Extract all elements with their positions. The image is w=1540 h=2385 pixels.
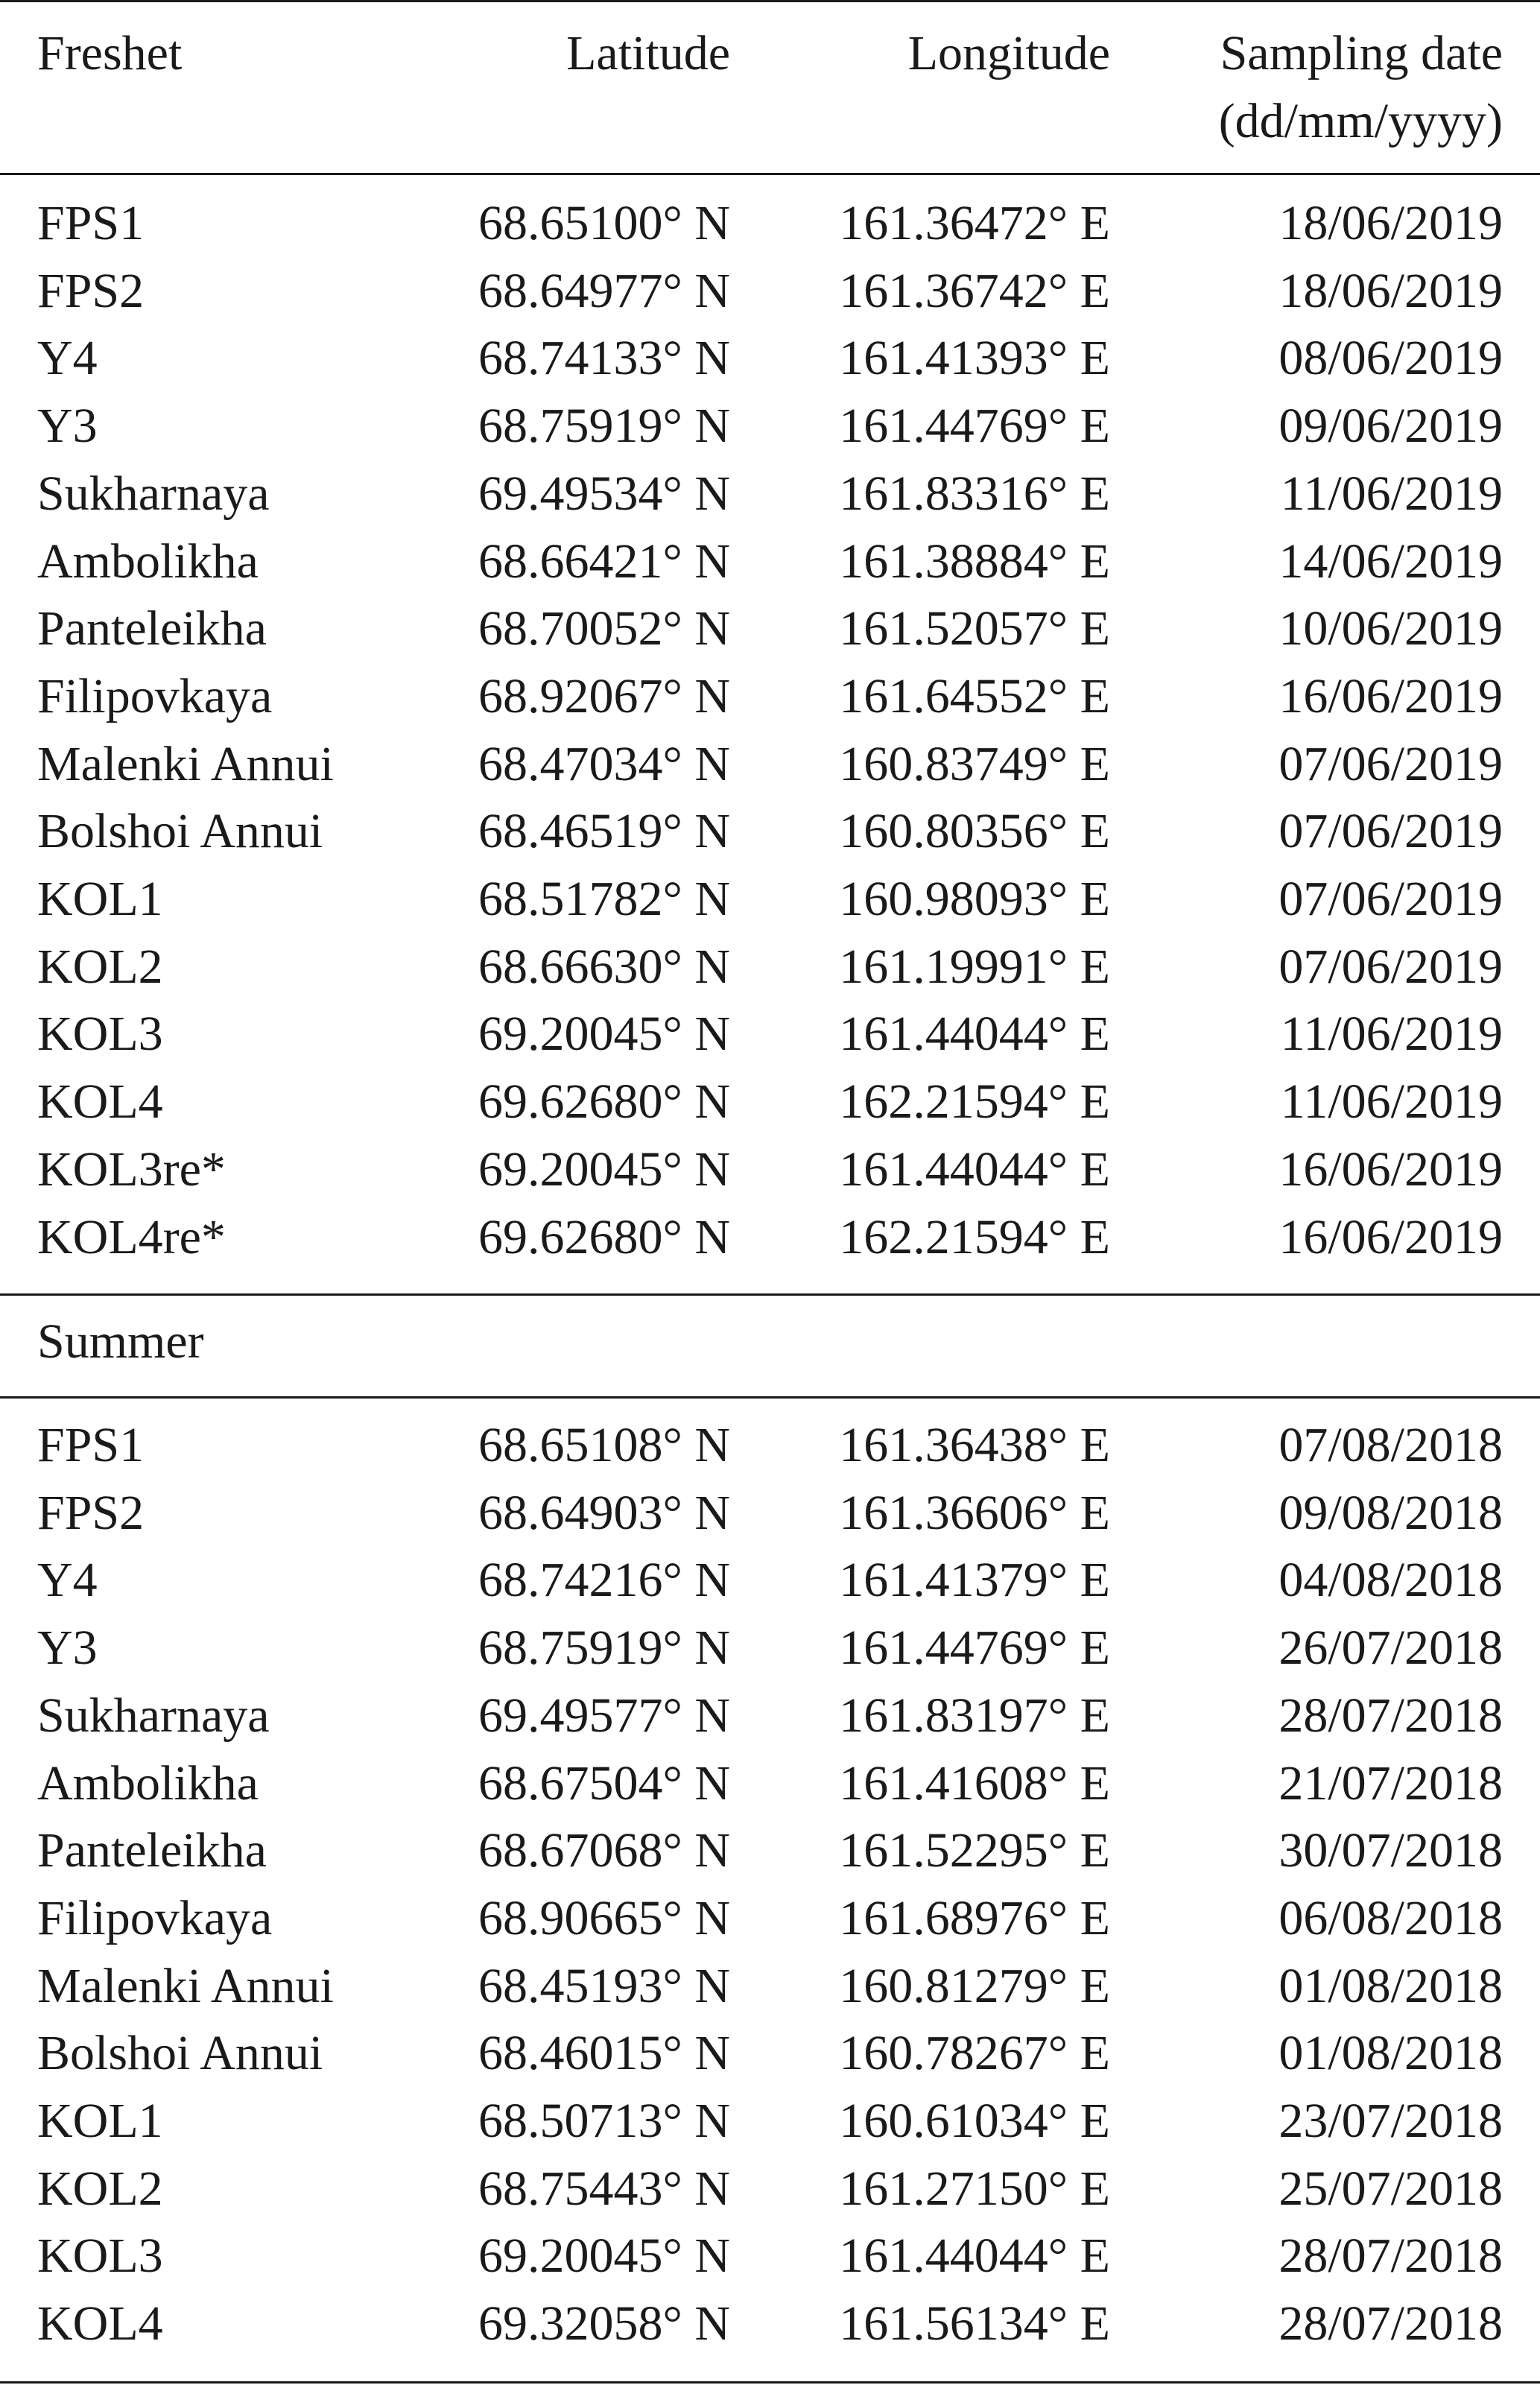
sampling-date-cell: 16/06/2019 [1278,668,1503,723]
sampling-date-cell: 21/07/2018 [1278,1755,1503,1811]
table-row [0,392,1540,460]
sampling-date-cell: 08/06/2019 [1278,331,1503,386]
site-name: Sukharnaya [37,466,270,521]
latitude-cell: 68.46519° N [478,804,730,859]
longitude-cell: 161.44044° E [839,1141,1110,1197]
sampling-date-cell: 11/06/2019 [1280,1007,1503,1062]
longitude-cell: 161.68976° E [839,1890,1110,1945]
latitude-cell: 68.50713° N [478,2094,730,2148]
longitude-cell: 160.98093° E [839,872,1110,926]
table-row [0,1136,1540,1203]
table-row [0,1479,1540,1547]
latitude-cell: 68.74216° N [478,1553,730,1608]
latitude-cell: 69.49577° N [478,1688,730,1743]
longitude-cell: 162.21594° E [839,1074,1110,1130]
latitude-cell: 68.65108° N [478,1418,730,1472]
table-row [0,2290,1540,2357]
table-row [0,2155,1540,2223]
table-row [0,1068,1540,1136]
header-sampling-date-line2: (dd/mm/yyyy) [1218,94,1503,148]
sampling-date-cell: 28/07/2018 [1278,2229,1503,2284]
site-name: Ambolikha [37,533,259,589]
header-latitude: Latitude [566,26,730,80]
site-name: KOL3 [37,1007,163,1062]
site-name: FPS1 [37,196,145,250]
latitude-cell: 68.75443° N [478,2161,730,2216]
sampling-date-cell: 09/08/2018 [1278,1485,1503,1540]
longitude-cell: 161.41379° E [839,1553,1110,1608]
latitude-cell: 68.47034° N [478,736,730,791]
site-name: Malenki Annui [37,736,334,791]
longitude-cell: 161.52295° E [839,1823,1110,1878]
site-name: KOL3 [37,2229,163,2284]
site-name: KOL4 [37,2296,163,2351]
site-name: Y4 [37,1553,98,1608]
latitude-cell: 68.70052° N [478,601,730,656]
longitude-cell: 161.38884° E [839,533,1110,589]
latitude-cell: 68.64977° N [478,263,730,318]
sampling-date-cell: 28/07/2018 [1278,2296,1503,2351]
sampling-date-cell: 18/06/2019 [1278,263,1503,318]
site-name: Bolshoi Annui [37,2026,323,2081]
longitude-cell: 161.56134° E [839,2296,1110,2351]
longitude-cell: 160.81279° E [839,1958,1110,2013]
table-row [0,662,1540,730]
header-sampling-date [1110,19,1503,155]
site-name: Filipovkaya [37,1890,273,1945]
sampling-date-cell: 07/06/2019 [1278,804,1503,859]
longitude-cell: 161.64552° E [839,668,1110,723]
table-row [0,324,1540,392]
sampling-date-cell: 30/07/2018 [1278,1823,1503,1878]
latitude-cell: 68.65100° N [478,196,730,250]
table-row [0,1884,1540,1952]
site-name: Panteleikha [37,1823,267,1878]
table-row [0,2222,1540,2290]
summer-label-rule [0,1396,1540,1399]
latitude-cell: 68.64903° N [478,1485,730,1540]
table-row [0,460,1540,528]
site-name: Malenki Annui [37,1958,334,2013]
latitude-cell: 68.75919° N [478,1621,730,1676]
sampling-date-cell: 18/06/2019 [1278,196,1503,250]
table-row [0,1203,1540,1271]
sampling-date-cell: 01/08/2018 [1278,2026,1503,2081]
site-name: Panteleikha [37,601,267,656]
longitude-cell: 161.41608° E [839,1755,1110,1811]
sampling-date-cell: 11/06/2019 [1280,466,1503,521]
table-row [0,933,1540,1001]
site-name: FPS2 [37,263,145,318]
sampling-date-cell: 01/08/2018 [1278,1958,1503,2013]
longitude-cell: 161.36606° E [839,1485,1110,1540]
site-name: FPS2 [37,1485,145,1540]
latitude-cell: 69.49534° N [478,466,730,521]
site-name: KOL2 [37,2161,163,2216]
latitude-cell: 68.51782° N [478,872,730,926]
latitude-cell: 68.46015° N [478,2026,730,2081]
header-rule [0,173,1540,175]
table-row [0,1749,1540,1817]
latitude-cell: 68.90665° N [478,1890,730,1945]
latitude-cell: 68.74133° N [478,331,730,386]
latitude-cell: 68.66630° N [478,939,730,994]
latitude-cell: 69.62680° N [478,1209,730,1264]
table-row [0,1411,1540,1479]
site-name: KOL3re* [37,1141,226,1197]
site-name: Y3 [37,399,98,454]
sampling-date-cell: 26/07/2018 [1278,1621,1503,1676]
longitude-cell: 161.36438° E [839,1418,1110,1472]
longitude-cell: 161.83316° E [839,466,1110,521]
freshet-end-rule [0,1293,1540,1296]
site-name: KOL4re* [37,1209,226,1264]
longitude-cell: 161.83197° E [839,1688,1110,1743]
longitude-cell: 161.27150° E [839,2161,1110,2216]
sampling-date-cell: 23/07/2018 [1278,2094,1503,2148]
sampling-date-cell: 14/06/2019 [1278,533,1503,589]
longitude-cell: 161.44044° E [839,2229,1110,2284]
sampling-date-cell: 06/08/2018 [1278,1890,1503,1945]
longitude-cell: 161.52057° E [839,601,1110,656]
table-row [0,730,1540,798]
table-row [0,1000,1540,1068]
sampling-date-cell: 11/06/2019 [1280,1074,1503,1130]
site-name: Ambolikha [37,1755,259,1811]
longitude-cell: 160.83749° E [839,736,1110,791]
latitude-cell: 69.20045° N [478,1007,730,1062]
latitude-cell: 68.67504° N [478,1755,730,1811]
site-name: KOL4 [37,1074,163,1130]
sampling-date-cell: 16/06/2019 [1278,1209,1503,1264]
sampling-date-cell: 09/06/2019 [1278,399,1503,454]
summer-section-label: Summer [37,1314,204,1369]
sampling-date-cell: 07/06/2019 [1278,736,1503,791]
table-row [0,865,1540,933]
latitude-cell: 68.66421° N [478,533,730,589]
longitude-cell: 161.36742° E [839,263,1110,318]
site-name: KOL1 [37,2094,163,2148]
table-row [0,1952,1540,2020]
longitude-cell: 161.44044° E [839,1007,1110,1062]
site-name: Y3 [37,1621,98,1676]
sampling-date-cell: 07/06/2019 [1278,872,1503,926]
table-row [0,189,1540,257]
latitude-cell: 68.67068° N [478,1823,730,1878]
site-name: FPS1 [37,1418,145,1472]
longitude-cell: 162.21594° E [839,1209,1110,1264]
site-name: KOL1 [37,872,163,926]
longitude-cell: 160.61034° E [839,2094,1110,2148]
longitude-cell: 161.44769° E [839,1621,1110,1676]
longitude-cell: 161.19991° E [839,939,1110,994]
site-name: Sukharnaya [37,1688,270,1743]
latitude-cell: 68.92067° N [478,668,730,723]
latitude-cell: 69.32058° N [478,2296,730,2351]
bottom-rule [0,2381,1540,2384]
sampling-date-cell: 10/06/2019 [1278,601,1503,656]
site-name: Bolshoi Annui [37,804,323,859]
longitude-cell: 161.36472° E [839,196,1110,250]
sampling-date-cell: 07/08/2018 [1278,1418,1503,1472]
sampling-date-cell: 07/06/2019 [1278,939,1503,994]
sampling-date-cell: 16/06/2019 [1278,1141,1503,1197]
longitude-cell: 161.44769° E [839,399,1110,454]
header-freshet: Freshet [37,26,183,80]
latitude-cell: 68.45193° N [478,1958,730,2013]
table-row [0,2019,1540,2087]
table-header [0,0,1540,171]
table-row [0,1614,1540,1682]
table-row [0,1546,1540,1614]
table-row [0,1817,1540,1884]
sampling-date-cell: 28/07/2018 [1278,1688,1503,1743]
table-row [0,1682,1540,1749]
sampling-date-cell: 04/08/2018 [1278,1553,1503,1608]
sampling-date-cell: 25/07/2018 [1278,2161,1503,2216]
table-row [0,595,1540,662]
longitude-cell: 161.41393° E [839,331,1110,386]
latitude-cell: 69.62680° N [478,1074,730,1130]
site-name: Y4 [37,331,98,386]
latitude-cell: 68.75919° N [478,399,730,454]
site-name: Filipovkaya [37,668,273,723]
table-row [0,2087,1540,2155]
latitude-cell: 69.20045° N [478,1141,730,1197]
site-name: KOL2 [37,939,163,994]
table-row [0,257,1540,325]
header-sampling-date-line1: Sampling date [1220,26,1503,80]
header-longitude: Longitude [907,26,1110,80]
table-row [0,528,1540,595]
longitude-cell: 160.78267° E [839,2026,1110,2081]
longitude-cell: 160.80356° E [839,804,1110,859]
latitude-cell: 69.20045° N [478,2229,730,2284]
table-row [0,797,1540,865]
